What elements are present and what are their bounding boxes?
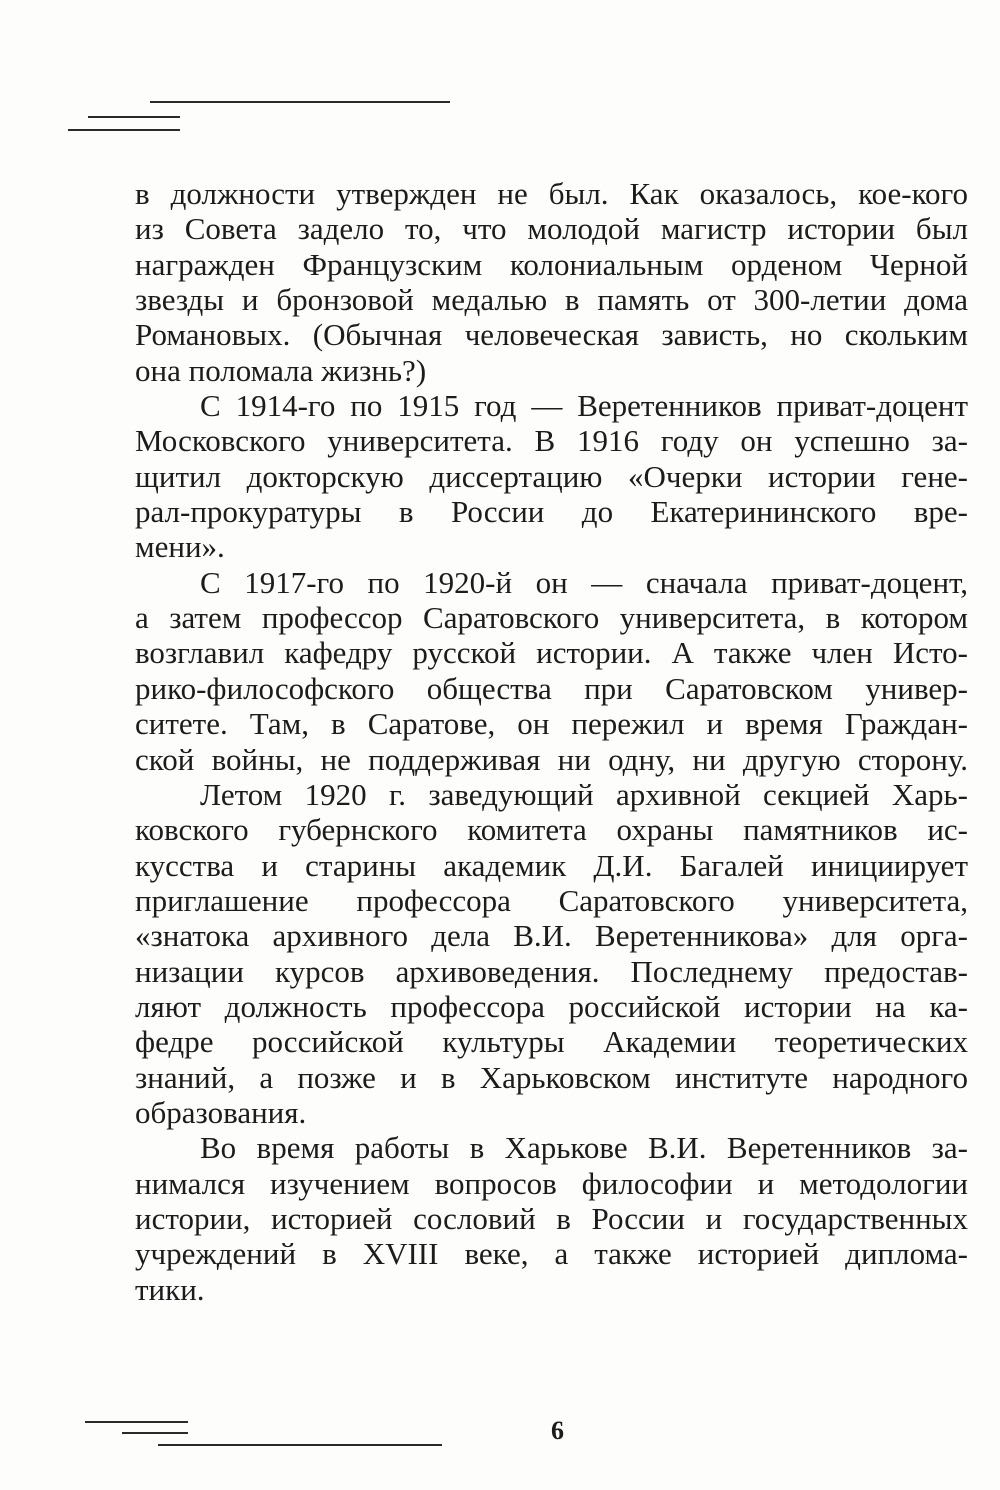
text-line: федре российской культуры Академии теоретических xyxy=(135,1024,968,1060)
footer-rule-short-2 xyxy=(122,1432,188,1434)
text-line: возглавил кафедру русской истории. А также член Исто- xyxy=(135,635,968,671)
text-line: учреждений в XVIII веке, а также историей диплома- xyxy=(135,1236,968,1272)
text-line: ковского губернского комитета охраны памятников ис- xyxy=(135,812,968,848)
body-text xyxy=(135,176,968,1307)
text-line: из Совета задело то, что молодой магистр истории был xyxy=(135,211,968,247)
text-line: «знатока архивного дела В.И. Веретенникова» для орга- xyxy=(135,918,968,954)
footer-rule-long xyxy=(158,1444,442,1446)
text-line: знаний, а позже и в Харьковском институте народного xyxy=(135,1059,968,1095)
text-line: а затем профессор Саратовского университета, в котором xyxy=(135,600,968,636)
header-rule-short-1 xyxy=(88,116,180,118)
text-line: истории, историей сословий в России и государственных xyxy=(135,1200,968,1236)
text-line: она поломала жизнь?) xyxy=(135,352,427,388)
text-line: кусства и старины академик Д.И. Багалей инициирует xyxy=(135,847,968,883)
text-line: образования. xyxy=(135,1094,307,1130)
page-number: 6 xyxy=(551,1416,564,1445)
text-line: ской войны, не поддерживая ни одну, ни другую сторону. xyxy=(135,741,968,777)
text-line: тики. xyxy=(135,1271,205,1307)
text-line: низации курсов архивоведения. Последнему предостав- xyxy=(135,953,968,989)
text-line: ляют должность профессора российской истории на ка- xyxy=(135,988,968,1024)
text-line: мени». xyxy=(135,529,225,565)
text-line: Летом 1920 г. заведующий архивной секцией Харь- xyxy=(200,776,968,812)
text-line: ситете. Там, в Саратове, он пережил и время Граждан- xyxy=(135,706,968,742)
footer-rule-short-1 xyxy=(85,1421,188,1423)
text-line: С 1914-го по 1915 год — Веретенников приват-доцент xyxy=(200,388,968,424)
header-rule-long xyxy=(150,101,450,103)
text-line: награжден Французским колониальным орденом Черной xyxy=(135,246,968,282)
text-line: С 1917-го по 1920-й он — сначала приват-доцент, xyxy=(200,564,968,600)
text-line: нимался изучением вопросов философии и методологии xyxy=(135,1165,968,1201)
text-line: приглашение профессора Саратовского университета, xyxy=(135,882,968,918)
text-line: рико-философского общества при Саратовском универ- xyxy=(135,670,968,706)
text-line: щитил докторскую диссертацию «Очерки истории гене- xyxy=(135,458,968,494)
header-rule-short-2 xyxy=(68,129,180,131)
text-line: Московского университета. В 1916 году он успешно за- xyxy=(135,423,968,459)
text-line: в должности утвержден не был. Как оказалось, кое-кого xyxy=(135,176,968,211)
text-line: Романовых. (Обычная человеческая зависть, но скольким xyxy=(135,317,968,353)
text-line: Во время работы в Харькове В.И. Веретенников за- xyxy=(200,1130,968,1166)
text-line: звезды и бронзовой медалью в память от 300-летии дома xyxy=(135,282,968,318)
text-line: рал-прокуратуры в России до Екатерининского вре- xyxy=(135,494,968,530)
